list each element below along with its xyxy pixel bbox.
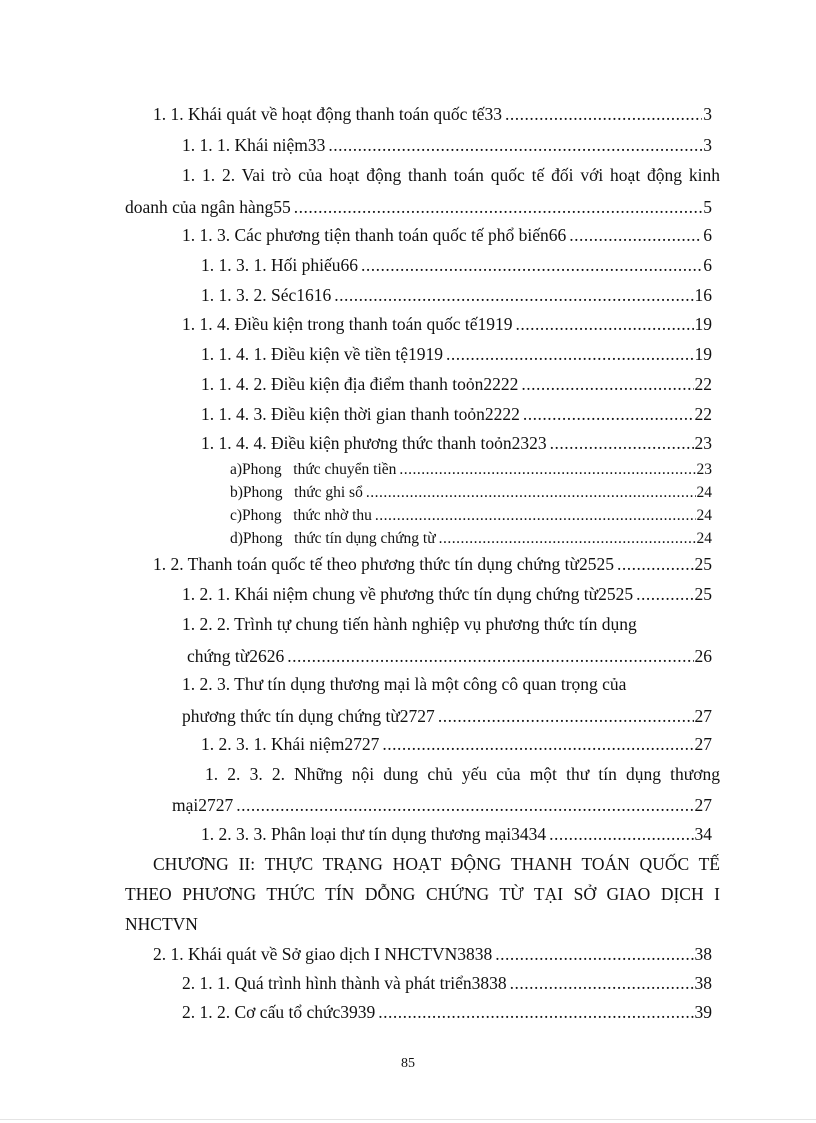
toc-entry[interactable] [182,134,712,156]
toc-entry[interactable] [182,313,712,335]
dot-leader [523,403,694,425]
toc-entry-title: d)Phong thức tín dụng chứng từ [230,530,436,547]
toc-entry-page: 23 [696,461,712,478]
toc-entry-page: 16 [694,285,712,305]
toc-entry-title: 1. 1. 4. Điều kiện trong thanh toán quốc tế1919 [182,314,513,334]
toc-entry-page: 22 [694,404,712,424]
toc-entry[interactable] [153,943,712,965]
toc-entry-title: 1. 1. 3. 1. Hối phiếu66 [201,255,359,275]
toc-entry[interactable] [201,432,712,454]
chapter-heading-line[interactable]: NHCTVN [125,914,198,934]
toc-entry-page: 24 [696,530,712,547]
toc-entry-page: 19 [694,344,712,364]
dot-leader [328,134,702,156]
toc-entry-title: 1. 2. 1. Khái niệm chung về phương thức tín dụng chứng từ2525 [182,584,634,604]
dot-leader [510,972,694,994]
dot-leader [375,506,696,526]
toc-entry[interactable] [201,733,712,755]
toc-entry-title: a)Phong thức chuyển tiền [230,461,397,478]
dot-leader [439,529,696,549]
toc-entry-page: 6 [703,255,712,275]
chapter-heading-line[interactable]: THEO PHƯƠNG THỨC TÍN DỖNG CHỨNG TỪ TẠI SỞ GIAO DỊCH I [125,884,720,904]
toc-entry-page: 38 [694,944,712,964]
toc-entry-title: 1. 1. 3. 2. Séc1616 [201,285,332,305]
toc-entry[interactable] [201,823,712,845]
dot-leader [438,705,694,727]
toc-entry-title: 1. 1. 1. Khái niệm33 [182,135,326,155]
toc-entry-continued-title[interactable]: 1. 2. 2. Trình tự chung tiến hành nghiệp vụ phương thức tín dụng [182,614,637,634]
toc-entry-page: 19 [694,314,712,334]
toc-entry-continued-title[interactable]: 1. 2. 3. Thư tín dụng thương mại là một công cô quan trọng của [182,674,627,694]
toc-entry-title: 1. 2. 3. 1. Khái niệm2727 [201,734,380,754]
toc-entry-title: 1. 1. 3. Các phương tiện thanh toán quốc tế phổ biến66 [182,225,567,245]
toc-entry-title: 1. 1. Khái quát về hoạt động thanh toán quốc tế33 [153,104,502,124]
toc-entry-page: 3 [703,135,712,155]
toc-entry[interactable] [182,972,712,994]
toc-entry-page: 34 [694,824,712,844]
toc-entry-page: 27 [694,795,712,815]
toc-entry-title: b)Phong thức ghi sổ [230,484,363,501]
toc-entry-title: 1. 1. 4. 1. Điều kiện về tiền tệ1919 [201,344,444,364]
toc-entry[interactable] [153,103,712,125]
toc-entry-page: 38 [694,973,712,993]
dot-leader [399,460,695,480]
toc-entry-page: 6 [703,225,712,245]
dot-leader [361,254,702,276]
toc-entry-page: 27 [694,706,712,726]
dot-leader [366,483,696,503]
toc-entry-continued-title[interactable]: 1. 2. 3. 2. Những nội dung chủ yếu của một thư tín dụng thương [205,764,720,784]
dot-leader [382,733,693,755]
dot-leader [569,224,702,246]
toc-entry-page: 24 [696,484,712,501]
toc-entry[interactable] [201,403,712,425]
toc-entry-title: 2. 1. Khái quát về Sở giao dịch I NHCTVN3838 [153,944,493,964]
toc-entry-title: 2. 1. 2. Cơ cấu tổ chức3939 [182,1002,376,1022]
dot-leader [521,373,693,395]
toc-entry[interactable] [201,373,712,395]
toc-entry[interactable] [201,284,712,306]
toc-entry[interactable] [182,583,712,605]
toc-entry-title: c)Phong thức nhờ thu [230,507,372,524]
toc-entry-title: mại2727 [172,795,234,815]
toc-entry-title: 1. 1. 4. 2. Điều kiện địa điểm thanh toỏn2222 [201,374,519,394]
toc-entry-page: 24 [696,507,712,524]
toc-entry[interactable] [125,196,712,218]
toc-entry-page: 39 [694,1002,712,1022]
toc-entry[interactable] [230,483,712,503]
dot-leader [334,284,693,306]
toc-entry-title: 1. 2. 3. 3. Phân loại thư tín dụng thương mại3434 [201,824,547,844]
toc-entry-page: 25 [694,584,712,604]
dot-leader [446,343,693,365]
toc-entry-page: 23 [694,433,712,453]
toc-entry[interactable] [153,553,712,575]
toc-entry[interactable] [230,529,712,549]
toc-entry-title: 2. 1. 1. Quá trình hình thành và phát triển3838 [182,973,507,993]
toc-entry-title: doanh của ngân hàng55 [125,197,291,217]
toc-entry[interactable] [230,506,712,526]
toc-entry-title: 1. 1. 4. 4. Điều kiện phương thức thanh toỏn2323 [201,433,547,453]
toc-entry-title: phương thức tín dụng chứng từ2727 [182,706,435,726]
toc-entry-page: 5 [703,197,712,217]
dot-leader [294,196,703,218]
toc-entry-page: 26 [694,646,712,666]
dot-leader [505,103,702,125]
dot-leader [617,553,694,575]
toc-entry-page: 22 [694,374,712,394]
toc-entry[interactable] [172,794,712,816]
toc-entry[interactable] [187,645,712,667]
toc-entry-title: 1. 2. Thanh toán quốc tế theo phương thức tín dụng chứng từ2525 [153,554,614,574]
page-number: 85 [401,1056,415,1071]
chapter-heading-line[interactable]: CHƯƠNG II: THỰC TRẠNG HOẠT ĐỘNG THANH TOÁN QUỐC TẾ [153,854,720,874]
toc-entry[interactable] [182,224,712,246]
toc-entry-page: 27 [694,734,712,754]
toc-entry[interactable] [201,343,712,365]
toc-entry[interactable] [201,254,712,276]
dot-leader [495,943,693,965]
dot-leader [636,583,693,605]
toc-entry-page: 25 [694,554,712,574]
toc-entry-title: 1. 1. 4. 3. Điều kiện thời gian thanh toỏn2222 [201,404,520,424]
toc-entry-page: 3 [703,104,712,124]
dot-leader [287,645,693,667]
dot-leader [549,823,693,845]
page-bottom-edge [0,1119,816,1120]
dot-leader [378,1001,693,1023]
toc-entry-continued-title[interactable]: 1. 1. 2. Vai trò của hoạt động thanh toán quốc tế đối với hoạt động kinh [182,165,720,185]
dot-leader [236,794,693,816]
toc-entry[interactable] [182,1001,712,1023]
toc-entry[interactable] [182,705,712,727]
toc-entry[interactable] [230,460,712,480]
dot-leader [550,432,694,454]
dot-leader [516,313,694,335]
toc-entry-title: chứng từ2626 [187,646,285,666]
